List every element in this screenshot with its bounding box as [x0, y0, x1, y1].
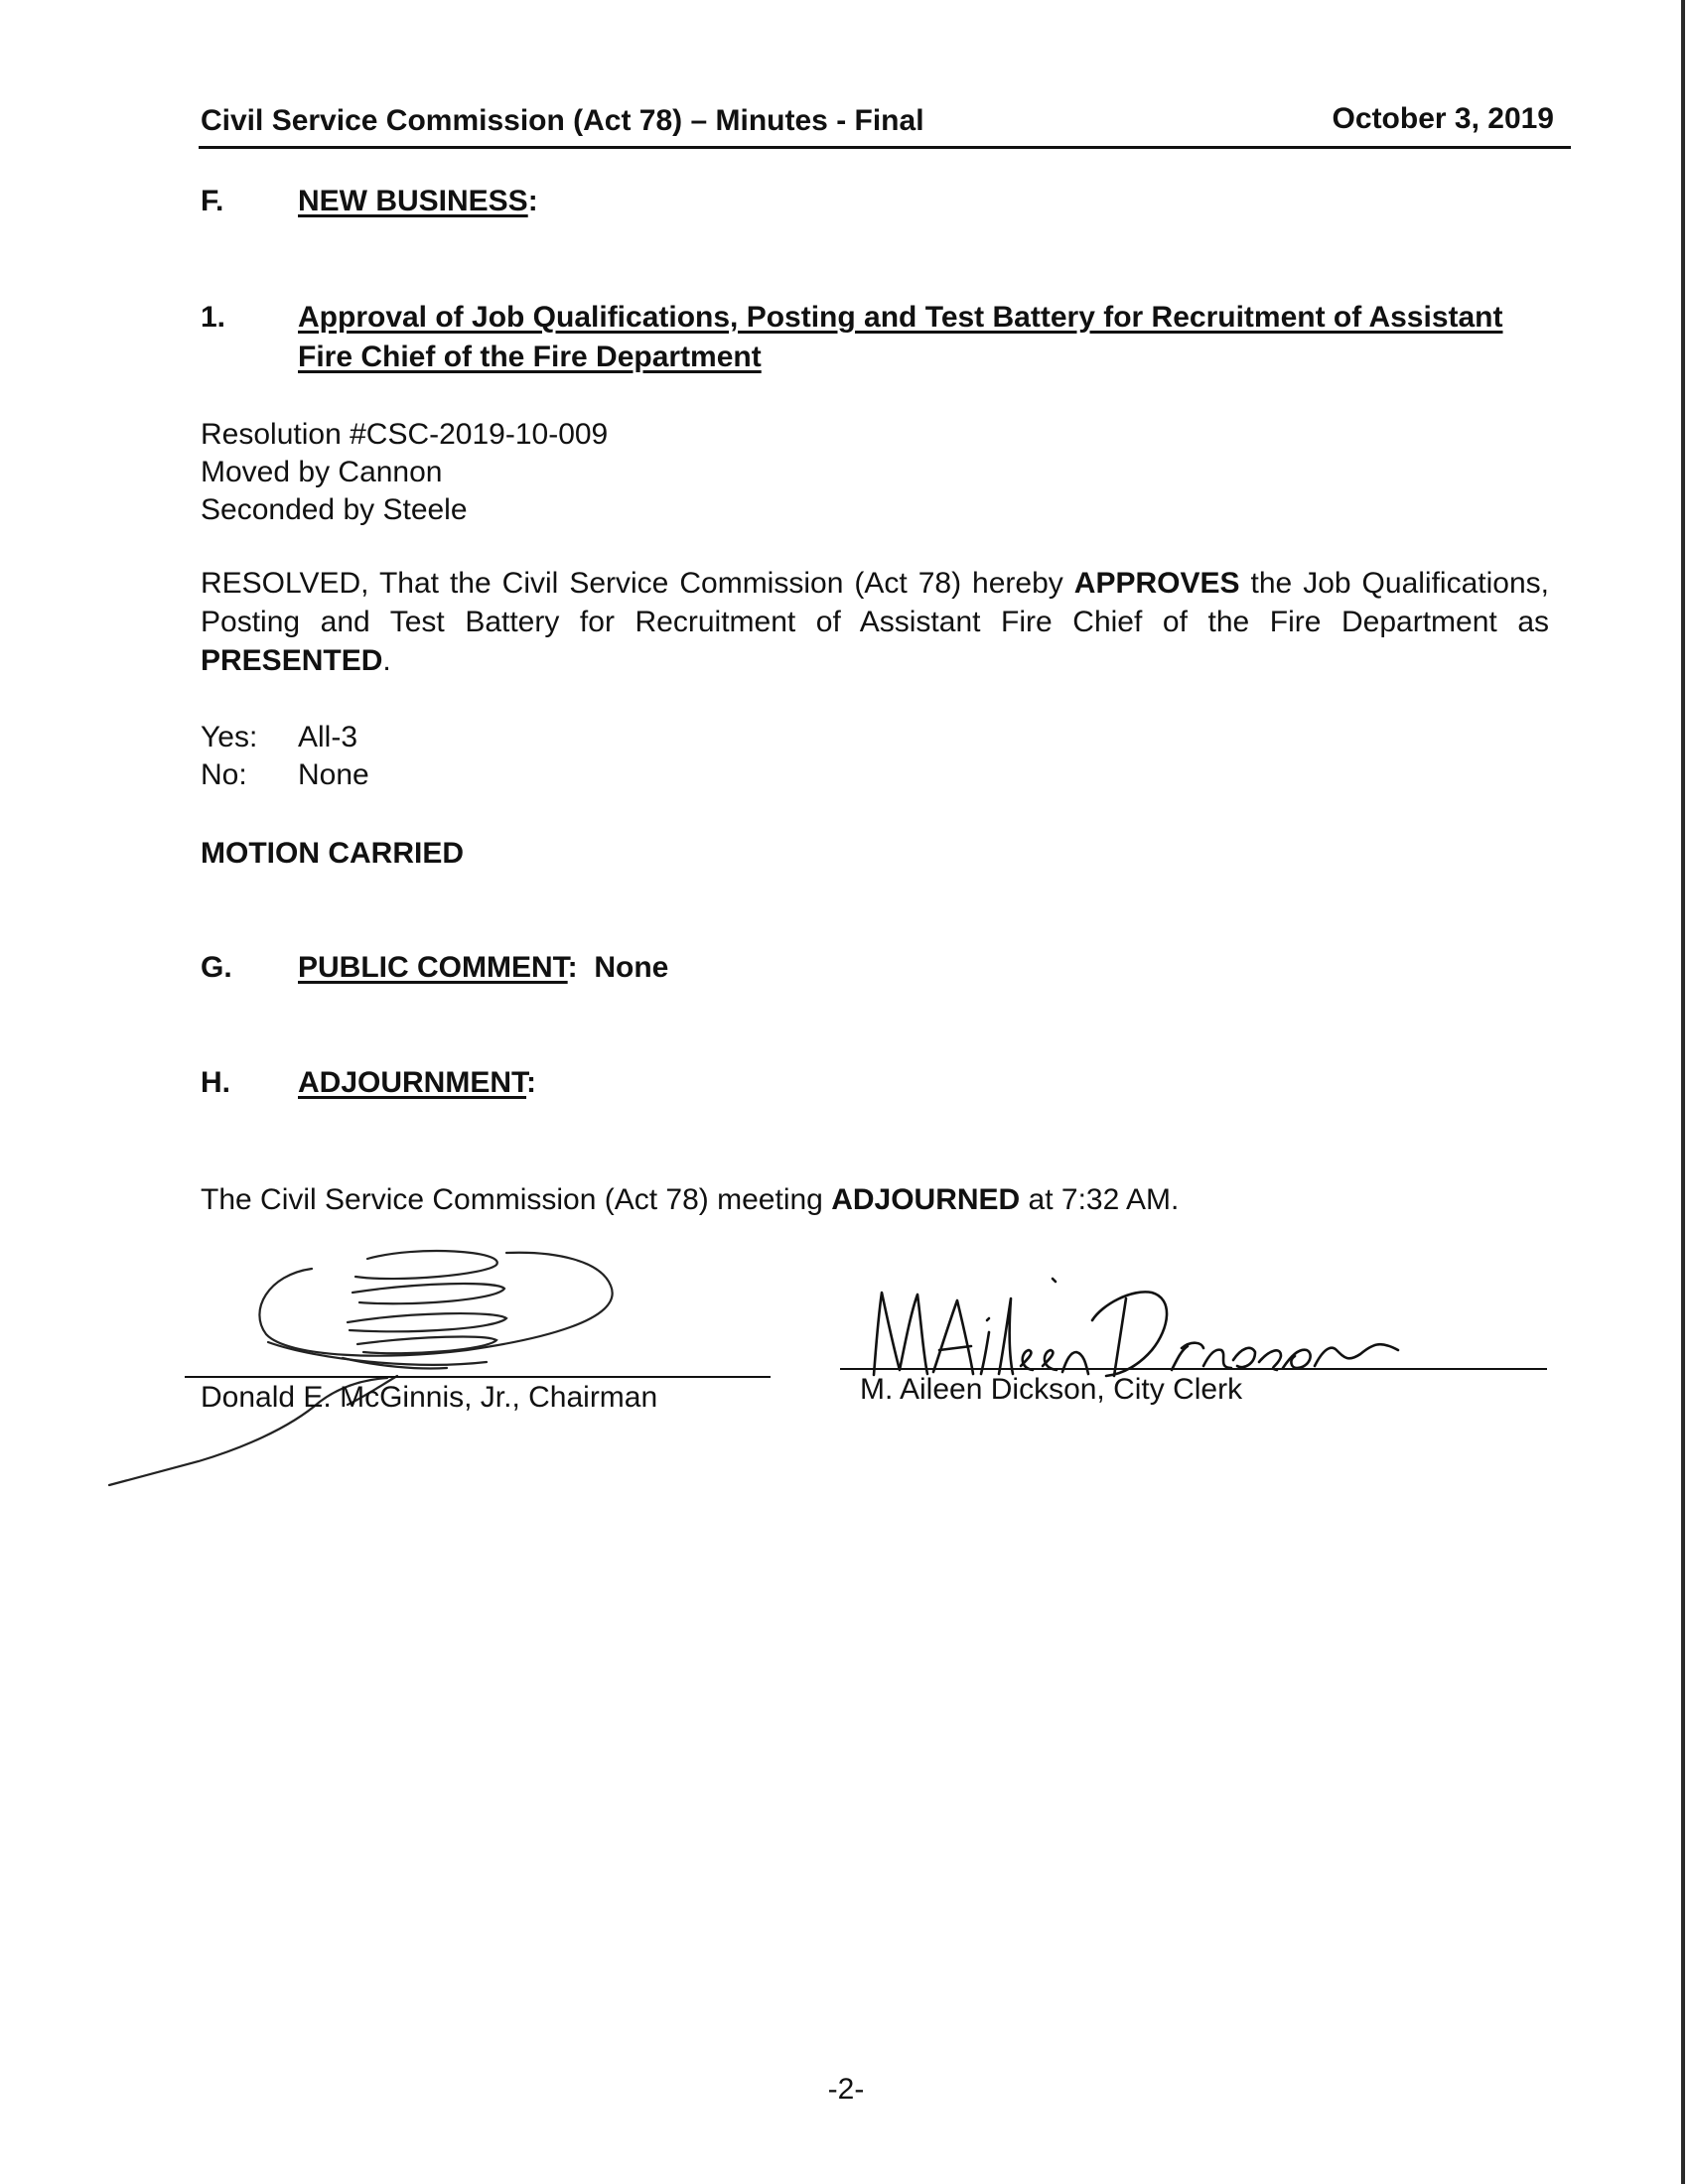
adjourned-text-part: The Civil Service Commission (Act 78) meeting — [201, 1183, 832, 1216]
vote-no-label: No: — [201, 758, 247, 791]
section-letter: H. — [201, 1066, 230, 1099]
public-comment-value: None — [594, 951, 669, 984]
header-title: Civil Service Commission (Act 78) – Minutes - Final — [201, 104, 924, 137]
header-rule — [199, 146, 1571, 149]
section-label: ADJOURNMENT — [298, 1066, 527, 1099]
vote-no — [201, 758, 598, 796]
resolution-text-part: the Job Qualifications, Posting and Test Battery for Recruitment of Assistant Fire Chief of the Fire Department as — [201, 567, 1549, 638]
resolution-text-part: . — [382, 644, 391, 677]
moved-by: Moved by Cannon — [201, 456, 443, 488]
section-letter: F. — [201, 185, 224, 217]
section-suffix: : — [526, 1066, 537, 1099]
section-heading — [298, 1066, 536, 1100]
section-label: PUBLIC COMMENT — [298, 951, 568, 984]
header-date: October 3, 2019 — [1332, 102, 1554, 135]
vote-yes-value: All-3 — [298, 721, 358, 753]
section-suffix: : — [527, 185, 538, 217]
vote-yes-label: Yes: — [201, 721, 258, 753]
page-number: -2- — [827, 2073, 865, 2106]
clerk-signature-line — [840, 1368, 1547, 1370]
resolution-text — [201, 564, 1549, 680]
vote-no-value: None — [298, 758, 369, 791]
clerk-signature-caption: M. Aileen Dickson, City Clerk — [860, 1373, 1243, 1406]
chairman-signature-caption: Donald E. McGinnis, Jr., Chairman — [201, 1381, 658, 1414]
item-title: Approval of Job Qualifications, Posting and Test Battery for Recruitment of Assistant Fire Chief of the Fire Department — [298, 301, 1503, 373]
clerk-signature-graphic — [854, 1271, 1450, 1390]
item-number: 1. — [201, 301, 226, 334]
resolution-text-part: RESOLVED, That the Civil Service Commission (Act 78) hereby — [201, 567, 1074, 600]
resolution-number: Resolution #CSC-2019-10-009 — [201, 418, 609, 451]
section-heading — [298, 185, 538, 218]
vote-yes — [201, 721, 598, 758]
adjourned-bold: ADJOURNED — [831, 1183, 1021, 1216]
section-suffix: : — [567, 951, 578, 984]
motion-result: MOTION CARRIED — [201, 837, 464, 870]
page-header — [199, 102, 1571, 146]
section-letter: G. — [201, 951, 232, 984]
adjourned-text-part: at 7:32 AM. — [1020, 1183, 1180, 1216]
section-public-comment — [201, 951, 995, 991]
section-adjournment — [201, 1066, 995, 1106]
chairman-signature-line — [185, 1376, 771, 1378]
seconded-by: Seconded by Steele — [201, 493, 468, 526]
section-label: NEW BUSINESS — [298, 185, 528, 217]
scan-edge-line — [1681, 0, 1685, 2184]
adjourned-statement — [201, 1181, 1179, 1219]
resolution-presented: PRESENTED — [201, 644, 383, 677]
section-heading — [298, 951, 668, 985]
resolution-approves: APPROVES — [1073, 567, 1240, 600]
